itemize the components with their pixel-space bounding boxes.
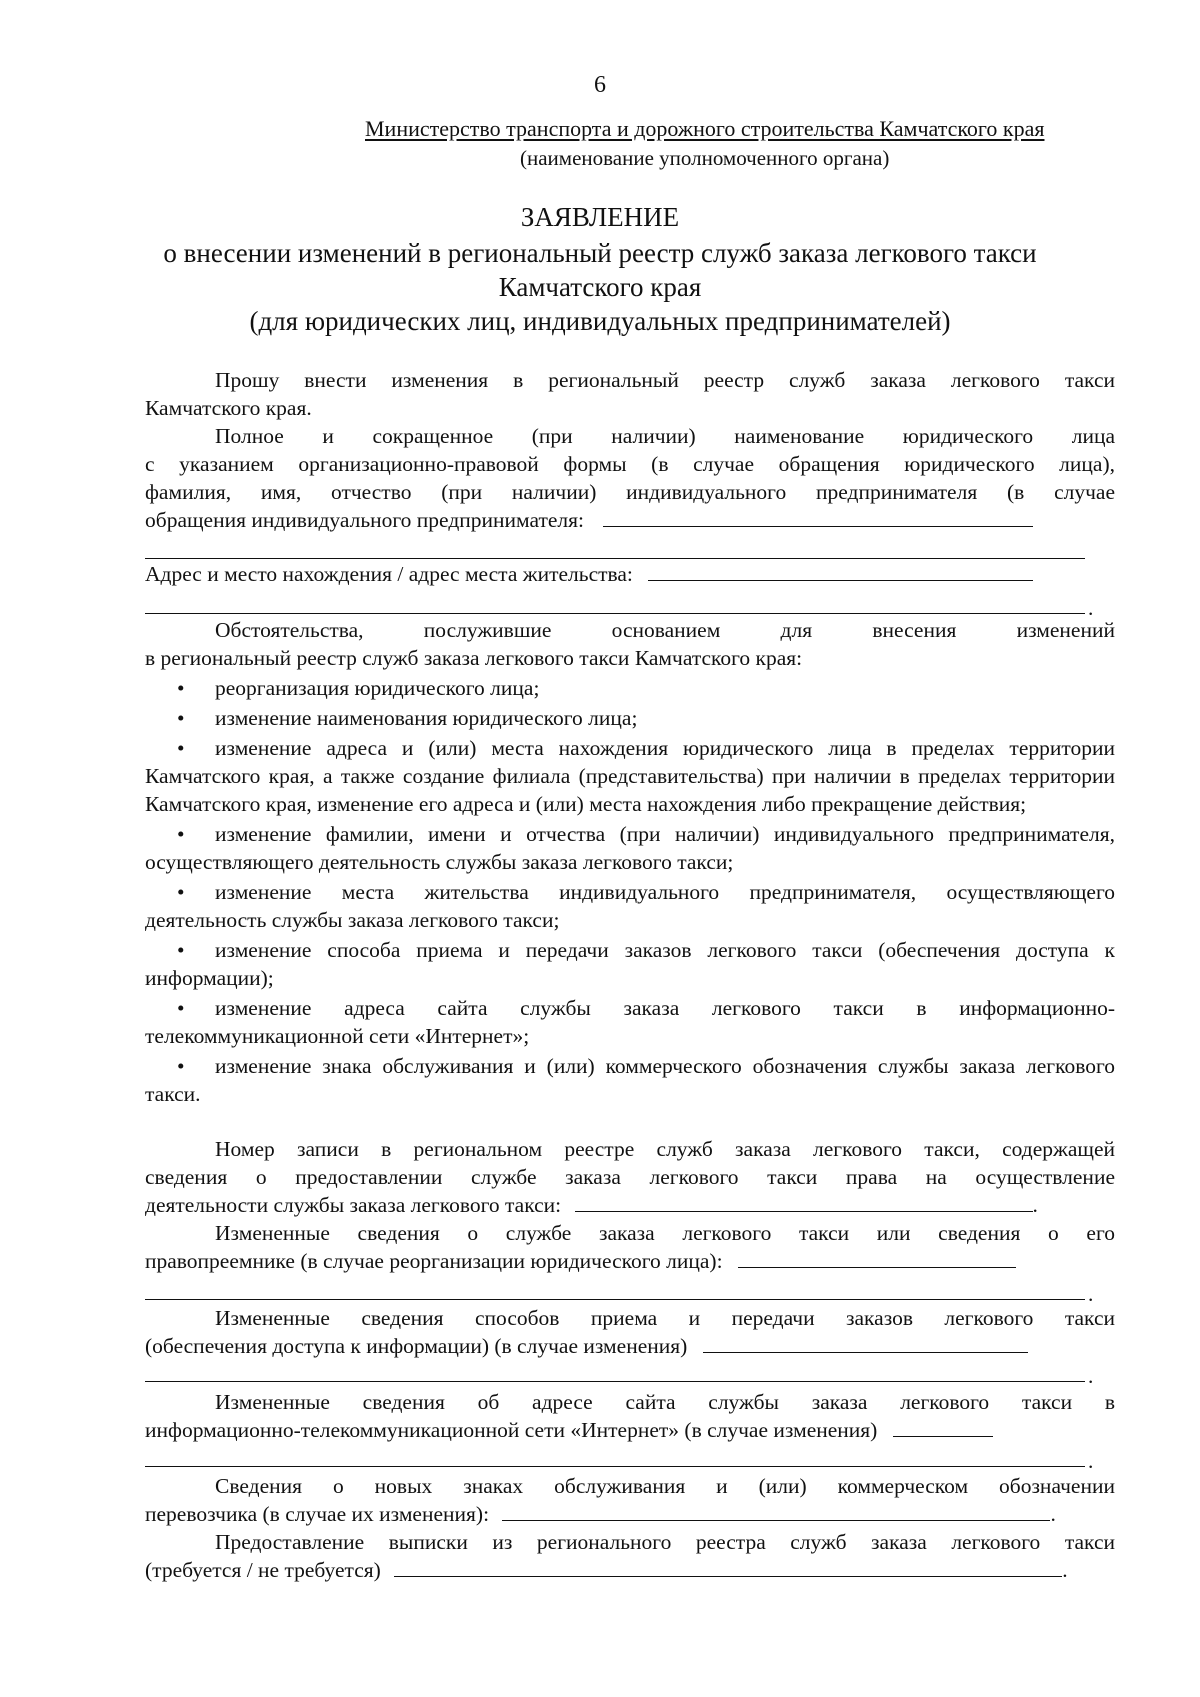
fullname-line-2: с указанием организационно-правовой формы (в случае обращения юридического лица), — [145, 452, 1115, 476]
circumstances-line-2: в региональный реестр служб заказа легкового такси Камчатского края: — [145, 646, 803, 670]
circumstances-block — [145, 616, 1115, 672]
site-line-2 — [145, 1416, 1115, 1444]
site-field[interactable] — [893, 1416, 993, 1437]
fullname-line-4 — [145, 506, 1115, 534]
methods-field-continuation[interactable] — [145, 1380, 1085, 1382]
authority-hint: (наименование уполномоченного органа) — [520, 146, 890, 170]
request-line-2: Камчатского края. — [145, 396, 312, 420]
marks-label: перевозчика (в случае их изменения): — [145, 1502, 490, 1526]
document-title: ЗАЯВЛЕНИЕ — [520, 202, 680, 232]
fullname-line-1: Полное и сокращенное (при наличии) наименование юридического лица — [215, 424, 1115, 448]
request-line-1: Прошу внести изменения в региональный реестр служб заказа легкового такси — [215, 368, 1115, 392]
changed-end-dot: . — [1088, 1282, 1094, 1306]
fullname-line-3: фамилия, имя, отчество (при наличии) индивидуального предпринимателя (в случае — [145, 480, 1115, 504]
changed-info-field-continuation[interactable] — [145, 1298, 1085, 1300]
methods-end-dot: . — [1088, 1364, 1094, 1388]
record-number-field[interactable] — [575, 1191, 1033, 1212]
fullname-label: обращения индивидуального предпринимателя: — [145, 508, 585, 532]
circumstances-line-1: Обстоятельства, послужившие основанием для внесения изменений — [215, 618, 1115, 642]
changed-line-1: Измененные сведения о службе заказа легкового такси или сведения о его — [215, 1221, 1115, 1245]
list-item: • изменение способа приема и передачи заказов легкового такси (обеспечения доступа к информации); — [145, 938, 1115, 990]
site-block — [145, 1388, 1115, 1444]
request-paragraph — [145, 366, 1115, 534]
fullname-field[interactable] — [603, 506, 1033, 527]
list-item: • изменение места жительства индивидуального предпринимателя, осуществляющего деятельность службы заказа легкового такси; — [145, 880, 1115, 932]
record-label: деятельности службы заказа легкового такси: — [145, 1193, 562, 1217]
changed-label: правопреемнике (в случае реорганизации юридического лица): — [145, 1249, 723, 1273]
subtitle-line-1: о внесении изменений в региональный реестр служб заказа легкового такси — [163, 238, 1037, 268]
extract-field[interactable] — [394, 1556, 1062, 1577]
fullname-field-continuation[interactable] — [145, 557, 1085, 559]
list-item: • реорганизация юридического лица; — [177, 676, 540, 700]
list-item: • изменение адреса сайта службы заказа легкового такси в информационно-телекоммуникационной сети «Интернет»; — [145, 996, 1115, 1048]
address-line — [145, 560, 1115, 588]
subtitle-line-3: (для юридических лиц, индивидуальных предпринимателей) — [249, 306, 951, 336]
methods-line-1: Измененные сведения способов приема и передачи заказов легкового такси — [215, 1306, 1115, 1330]
subtitle-line-2: Камчатского края — [498, 272, 702, 302]
address-end-dot: . — [1088, 596, 1094, 620]
service-marks-field[interactable] — [502, 1500, 1050, 1521]
changed-info-block — [145, 1219, 1115, 1275]
record-line-2: сведения о предоставлении службе заказа легкового такси права на осуществление — [145, 1165, 1115, 1189]
methods-field[interactable] — [703, 1332, 1028, 1353]
address-block — [145, 560, 1115, 588]
bullet-list — [145, 674, 1115, 1108]
methods-label: (обеспечения доступа к информации) (в случае изменения) — [145, 1334, 688, 1358]
record-number-block — [145, 1135, 1115, 1219]
page-number: 6 — [594, 72, 606, 98]
list-item: • изменение наименования юридического лица; — [177, 706, 638, 730]
site-line-1: Измененные сведения об адресе сайта службы заказа легкового такси в — [215, 1390, 1115, 1414]
record-line-1: Номер записи в региональном реестре служб заказа легкового такси, содержащей — [215, 1137, 1115, 1161]
marks-line-1: Сведения о новых знаках обслуживания и (или) коммерческом обозначении — [215, 1474, 1115, 1498]
marks-line-2: перевозчика (в случае их изменения): . — [145, 1502, 1056, 1526]
record-line-3: деятельности службы заказа легкового такси: . — [145, 1193, 1038, 1217]
changed-info-field[interactable] — [738, 1247, 1016, 1268]
site-end-dot: . — [1088, 1449, 1094, 1473]
extract-line-2: (требуется / не требуется) . — [145, 1558, 1068, 1582]
authority-name: Министерство транспорта и дорожного строительства Камчатского края — [365, 116, 1045, 141]
address-label: Адрес и место нахождения / адрес места жительства: — [145, 562, 633, 586]
site-field-continuation[interactable] — [145, 1465, 1085, 1467]
service-marks-block — [145, 1472, 1115, 1528]
extract-label: (требуется / не требуется) — [145, 1558, 381, 1582]
address-field-continuation[interactable] — [145, 612, 1085, 614]
list-item: • изменение фамилии, имени и отчества (при наличии) индивидуального предпринимателя, осуществляющего деятельность службы заказа легкового такси; — [145, 822, 1115, 874]
site-label: информационно-телекоммуникационной сети «Интернет» (в случае изменения) — [145, 1418, 878, 1442]
extract-line-1: Предоставление выписки из регионального реестра служб заказа легкового такси — [215, 1530, 1115, 1554]
list-item: • изменение адреса и (или) места нахождения юридического лица в пределах территории Камчатского края, а также создание филиала (представительства) при наличии в пределах территории Камчатского края, изменение его адреса и (или) места нахождения либо прекращение действия; — [145, 736, 1115, 816]
list-item: • изменение знака обслуживания и (или) коммерческого обозначения службы заказа легкового такси. — [145, 1054, 1115, 1106]
changed-line-2 — [145, 1247, 1115, 1275]
methods-block — [145, 1304, 1115, 1360]
extract-block — [145, 1528, 1115, 1584]
address-field[interactable] — [648, 560, 1033, 581]
methods-line-2 — [145, 1332, 1115, 1360]
